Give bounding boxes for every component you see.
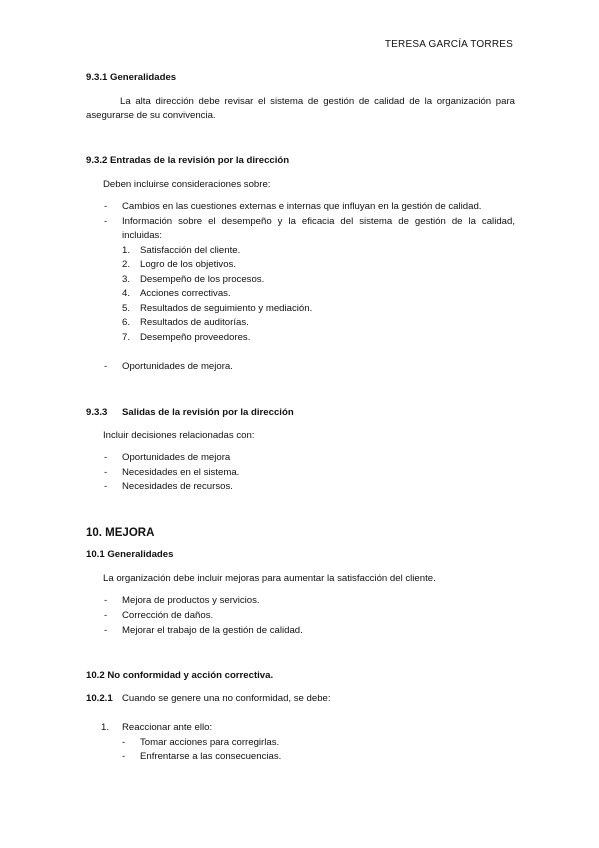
list-item: Corrección de daños.	[122, 610, 214, 621]
numbered-item: Resultados de seguimiento y mediación.	[140, 303, 313, 314]
bullet-marker: -	[104, 595, 108, 606]
numbered-item: Acciones correctivas.	[140, 288, 231, 299]
section-text-10-2-1: Cuando se genere una no conformidad, se debe:	[122, 693, 331, 704]
numbered-marker: 5.	[121, 303, 130, 314]
section-title-9-3-3: Salidas de la revisión por la dirección	[122, 407, 294, 418]
numbered-marker: 1.	[100, 722, 109, 733]
section-heading-10-1: 10.1 Generalidades	[86, 549, 174, 560]
bullet-marker: -	[104, 452, 108, 463]
list-item: Mejorar el trabajo de la gestión de calidad.	[122, 625, 303, 636]
section-heading-9-3-1: 9.3.1 Generalidades	[86, 72, 177, 83]
numbered-item: Satisfacción del cliente.	[140, 245, 241, 256]
page-header-author: TERESA GARCÍA TORRES	[384, 39, 513, 50]
sub-list-item: Enfrentarse a las consecuencias.	[140, 751, 282, 762]
list-item: Necesidades en el sistema.	[122, 467, 240, 478]
section-heading-10-2: 10.2 No conformidad y acción correctiva.	[86, 670, 274, 681]
list-item: Mejora de productos y servicios.	[122, 595, 260, 606]
list-item: Oportunidades de mejora.	[122, 361, 233, 372]
bullet-marker: -	[104, 201, 108, 212]
section-heading-9-3-2: 9.3.2 Entradas de la revisión por la dirección	[86, 155, 290, 166]
section-intro: Incluir decisiones relacionadas con:	[103, 430, 255, 441]
list-item: Oportunidades de mejora	[122, 452, 231, 463]
numbered-marker: 2.	[121, 259, 130, 270]
bullet-marker: -	[104, 610, 108, 621]
bullet-marker: -	[104, 361, 108, 372]
paragraph-line: asegurarse de su convivencia.	[86, 110, 216, 121]
section-number-10-2-1: 10.2.1	[86, 693, 113, 704]
section-number-9-3-3: 9.3.3	[86, 407, 108, 418]
list-item-continuation: incluidas:	[122, 230, 162, 241]
section-intro: La organización debe incluir mejoras para aumentar la satisfacción del cliente.	[103, 573, 436, 584]
chapter-heading-10: 10. MEJORA	[86, 527, 155, 539]
bullet-marker: -	[104, 467, 108, 478]
numbered-item: Resultados de auditorías.	[140, 317, 249, 328]
numbered-marker: 6.	[121, 317, 130, 328]
bullet-marker: -	[104, 481, 108, 492]
numbered-item: Desempeño proveedores.	[140, 332, 251, 343]
list-item: Cambios en las cuestiones externas e internas que influyan en la gestión de calidad.	[122, 201, 482, 212]
paragraph-line: La alta dirección debe revisar el sistema de gestión de calidad de la organización para	[120, 96, 515, 107]
numbered-marker: 4.	[121, 288, 130, 299]
numbered-marker: 7.	[121, 332, 130, 343]
numbered-marker: 3.	[121, 274, 130, 285]
bullet-marker: -	[122, 737, 126, 748]
numbered-item: Reaccionar ante ello:	[122, 722, 213, 733]
numbered-marker: 1.	[121, 245, 130, 256]
list-item: Necesidades de recursos.	[122, 481, 233, 492]
bullet-marker: -	[104, 625, 108, 636]
bullet-marker: -	[104, 216, 108, 227]
bullet-marker: -	[122, 751, 126, 762]
section-intro: Deben incluirse consideraciones sobre:	[103, 179, 271, 190]
sub-list-item: Tomar acciones para corregirlas.	[140, 737, 280, 748]
numbered-item: Desempeño de los procesos.	[140, 274, 265, 285]
list-item: Información sobre el desempeño y la eficacia del sistema de gestión de la calidad,	[122, 216, 515, 227]
numbered-item: Logro de los objetivos.	[140, 259, 236, 270]
